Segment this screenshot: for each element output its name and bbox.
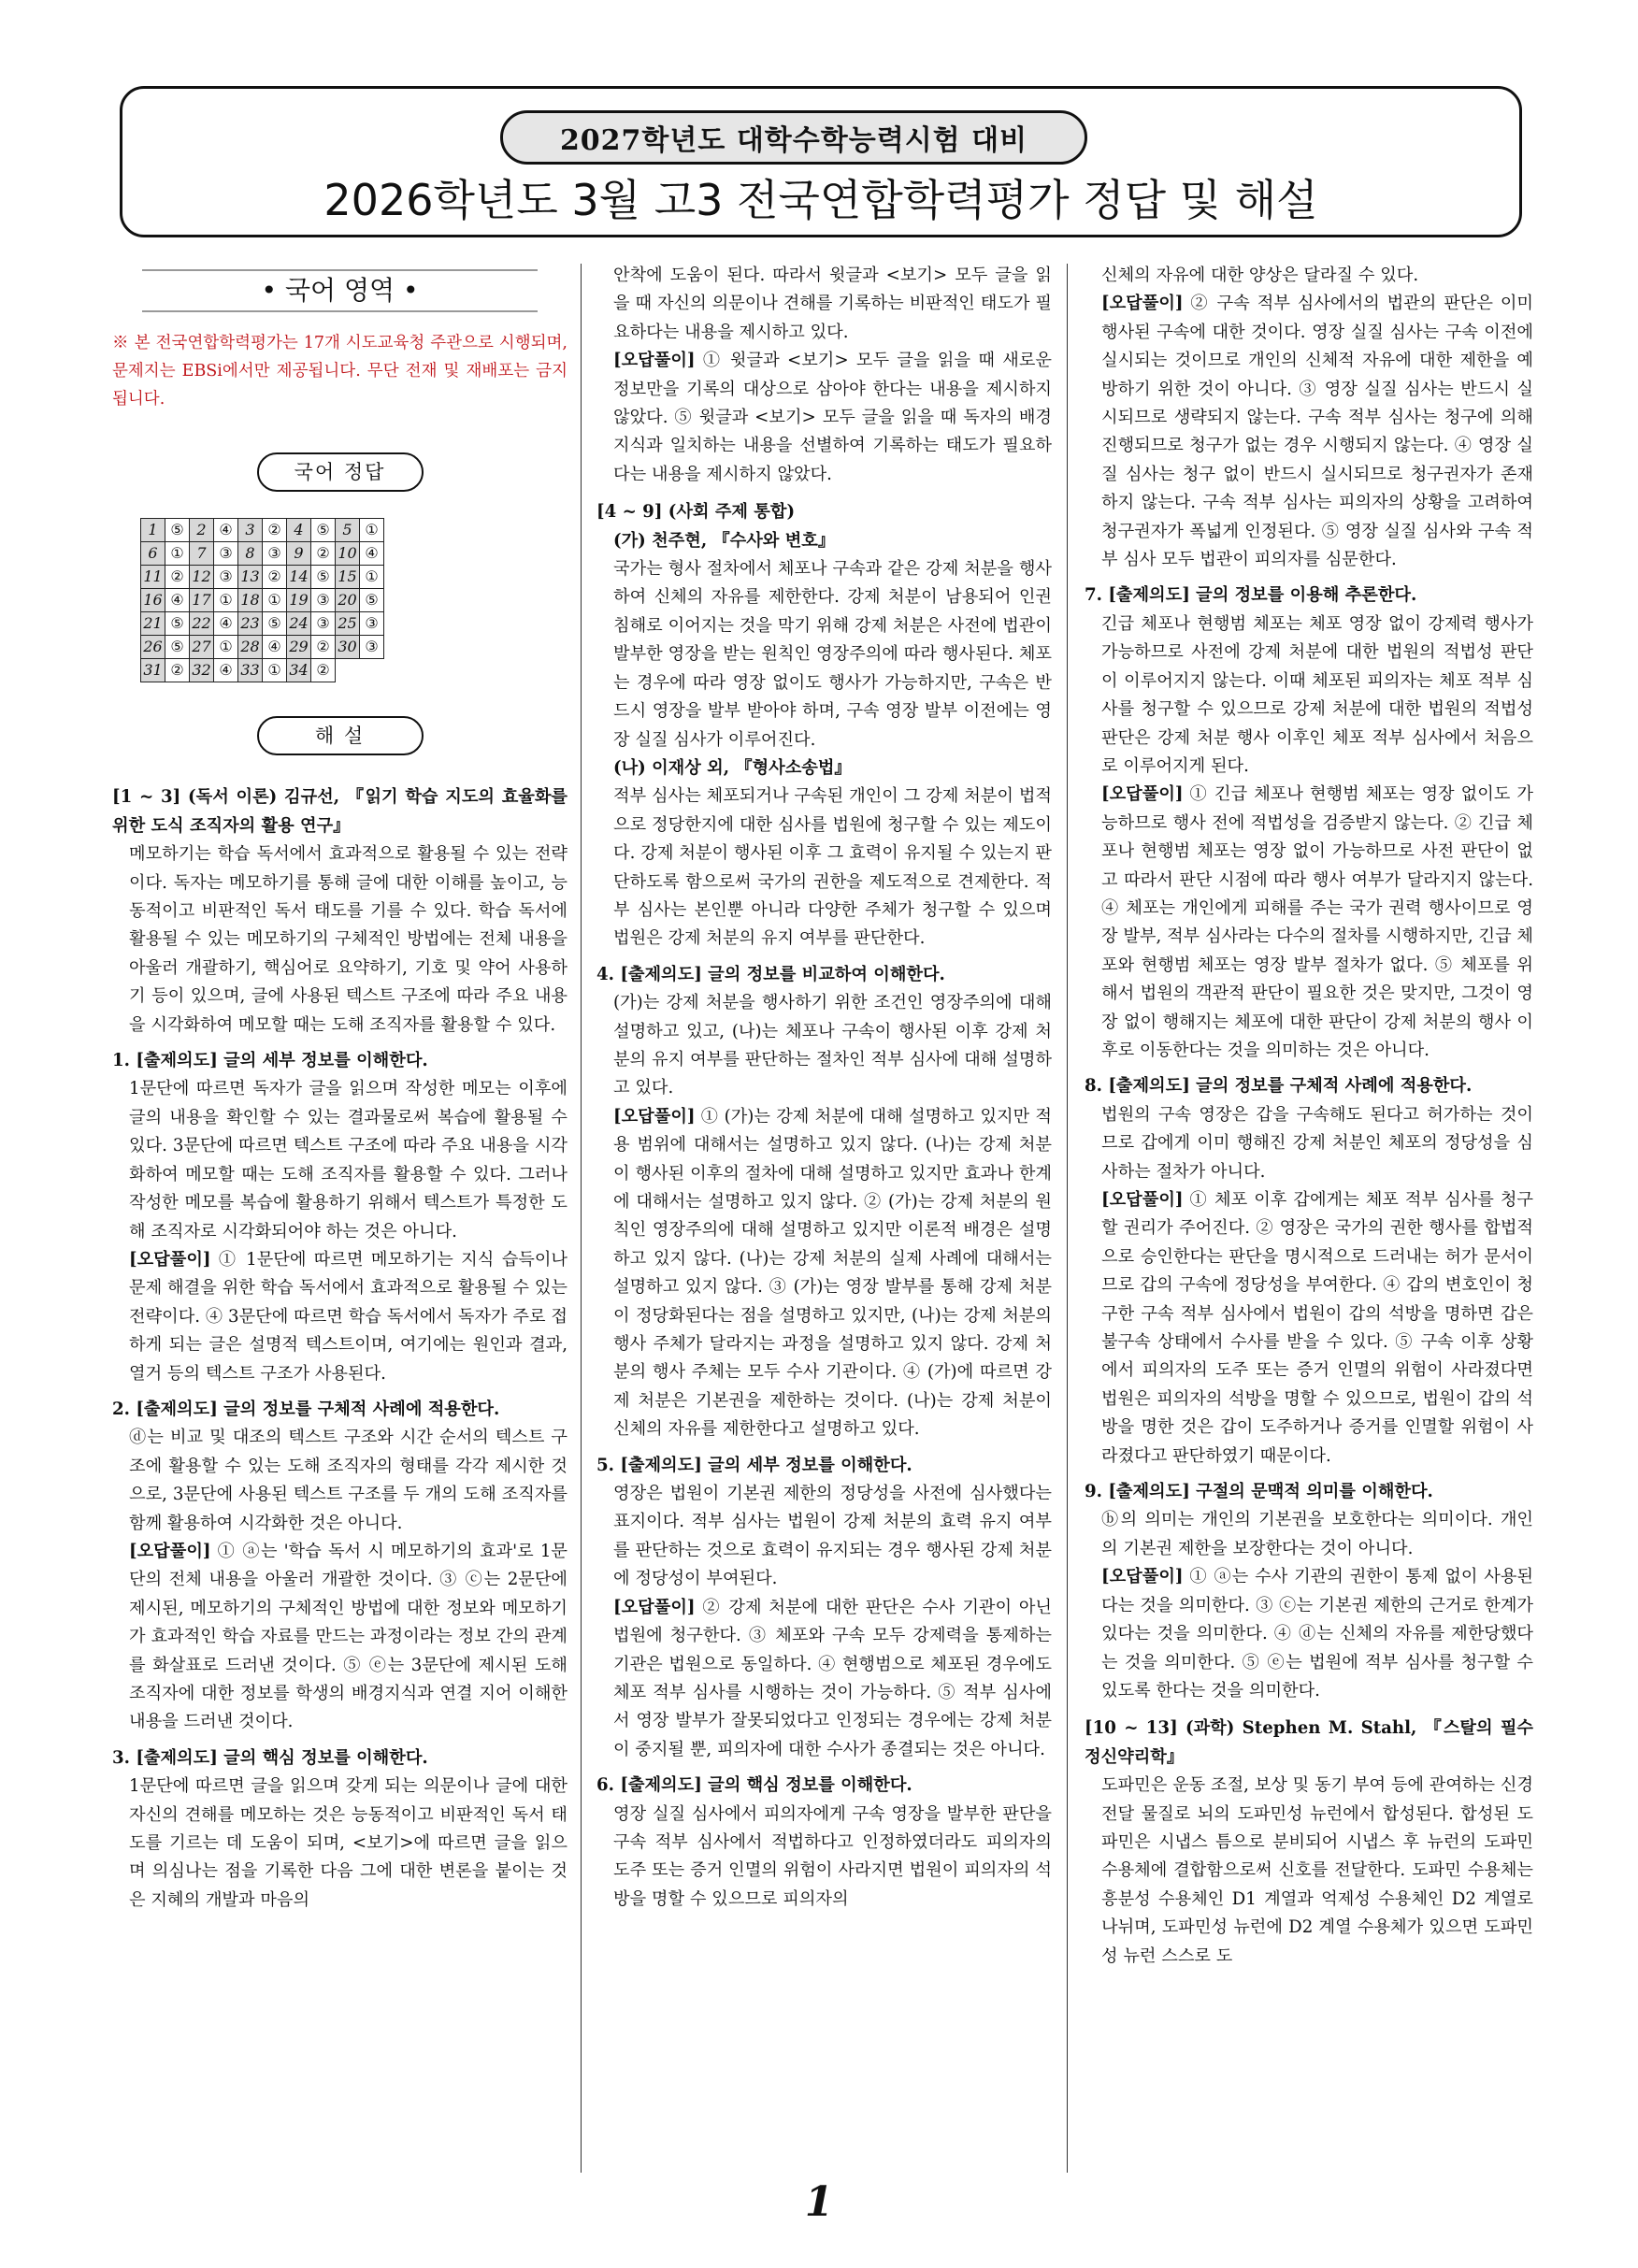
answer-choice: ③	[263, 542, 287, 566]
answer-choice: ②	[165, 566, 190, 589]
passage-heading: [1 ~ 3] (독서 이론) 김규선, 『읽기 학습 지도의 효율화를 위한 도식 조직자의 활용 연구』	[112, 787, 568, 836]
question-3-heading: 3. [출제의도] 글의 핵심 정보를 이해한다.	[112, 1747, 428, 1768]
answer-number: 28	[238, 636, 263, 659]
wrong-answer-label: [오답풀이]	[613, 1106, 696, 1127]
wrong-answer-text: ① 1문단에 따르면 메모하기는 지식 습득이나 문제 해결을 위한 학습 독서에서 효과적으로 활용될 수 있는 전략이다. ④ 3문단에 따르면 학습 독서에서 독자가 주로 접하게 되는 글은 설명적 텍스트이며, 여기에는 원인과 결과, 열거 등의 텍스트 구조가 사용된다.	[129, 1249, 568, 1384]
wrong-answer-label: [오답풀이]	[1101, 1567, 1184, 1587]
answer-choice: ⑤	[263, 612, 287, 636]
answer-number: 20	[336, 589, 360, 612]
answer-choice: ⑤	[165, 612, 190, 636]
question-5-body: 영장은 법원이 기본권 제한의 정당성을 사전에 심사했다는 표지이다. 적부 심사는 법원이 강제 처분의 효력 유지 여부를 판단하는 것으로 효력이 유지되는 경우 행사된 강제 처분에 정당성이 부여된다.	[613, 1484, 1052, 1589]
passage-summary: 도파민은 운동 조절, 보상 및 동기 부여 등에 관여하는 신경 전달 물질로 뇌의 도파민성 뉴런에서 합성된다. 합성된 도파민은 시냅스 틈으로 분비되어 시냅스 후 뉴런의 도파민 수용체에 결합함으로써 신호를 전달한다. 도파민 수용체는 흥분성 수용체인 D1 계열과 억제성 수용체인 D2 계열로 나뉘며, 도파민성 뉴런에 D2 계열 수용체가 있으면 도파민성 뉴런 스스로 도	[1101, 1775, 1533, 1966]
answer-number: 22	[190, 612, 214, 636]
copyright-notice: ※ 본 전국연합학력평가는 17개 시도교육청 주관으로 시행되며, 문제지는 EBSi에서만 제공됩니다. 무단 전재 및 재배포는 금지됩니다.	[112, 334, 568, 409]
question-1-wrong	[112, 1246, 568, 1388]
passage-summary-a: 국가는 형사 절차에서 체포나 구속과 같은 강제 처분을 행사하여 신체의 자유를 제한한다. 강제 처분이 남용되어 인권 침해로 이어지는 것을 막기 위해 강제 처분은 사전에 법관이 발부한 영장을 받는 원칙인 영장주의에 따라 행사된다. 체포는 경우에 따라 영장 없이도 행사가 가능하지만, 구속은 반드시 영장을 발부 받아야 하며, 구속 영장 발부 이전에는 영장 실질 심사가 이루어진다.	[613, 559, 1052, 750]
answer-number: 9	[287, 542, 311, 566]
answer-number: 13	[238, 566, 263, 589]
answer-number: 31	[141, 659, 165, 682]
question-8-heading: 8. [출제의도] 글의 정보를 구체적 사례에 적용한다.	[1085, 1076, 1473, 1097]
passage-source-b: (나) 이재상 외, 『형사소송법』	[613, 757, 852, 778]
question-7-heading: 7. [출제의도] 글의 정보를 이용해 추론한다.	[1085, 585, 1417, 606]
question-6-body-cont: 신체의 자유에 대한 양상은 달라질 수 있다.	[1101, 266, 1419, 285]
answer-choice: ⑤	[311, 519, 336, 542]
column-1	[112, 262, 568, 1915]
answer-number: 21	[141, 612, 165, 636]
answer-number: 7	[190, 542, 214, 566]
answer-row	[141, 589, 384, 612]
column-2	[596, 262, 1052, 1914]
answer-choice: ④	[214, 659, 238, 682]
question-2-body: ⓓ는 비교 및 대조의 텍스트 구조와 시간 순서의 텍스트 구조에 활용할 수 있는 도해 조직자의 형태를 각각 제시한 것으로, 3문단에 사용된 텍스트 구조를 두 개의 도해 조직자를 함께 활용하여 시각화한 것은 아니다.	[129, 1428, 568, 1533]
answer-choice: ④	[214, 612, 238, 636]
answer-number: 26	[141, 636, 165, 659]
wrong-answer-text: ② 구속 적부 심사에서의 법관의 판단은 이미 행사된 구속에 대한 것이다. 영장 실질 심사는 구속 이전에 실시되는 것이므로 개인의 신체적 자유에 대한 제한을 예방하기 위한 것이 아니다. ③ 영장 실질 심사는 반드시 실시되므로 생략되지 않는다. 구속 적부 심사는 청구에 의해 진행되므로 청구가 없는 경우 시행되지 않는다. ④ 영장 실질 심사는 청구 없이 반드시 실시되므로 청구권자가 존재하지 않는다. 구속 적부 심사는 피의자의 상황을 고려하여 청구권자가 폭넓게 인정된다. ⑤ 영장 실질 심사와 구속 적부 심사 모두 법관이 피의자를 심문한다.	[1101, 294, 1533, 570]
document-title: 2026학년도 3월 고3 전국연합학력평가 정답 및 해설	[323, 175, 1318, 225]
answer-number: 8	[238, 542, 263, 566]
question-7-wrong	[1085, 781, 1533, 1065]
answer-choice: ②	[311, 659, 336, 682]
answer-choice: ②	[263, 566, 287, 589]
question-6-body: 영장 실질 심사에서 피의자에게 구속 영장을 발부한 판단을 구속 적부 심사에서 적법하다고 인정하였더라도 피의자의 도주 또는 증거 인멸의 위험이 사라지면 법원이 피의자의 석방을 명할 수 있으므로 피의자의	[613, 1803, 1052, 1909]
question-6-heading: 6. [출제의도] 글의 핵심 정보를 이해한다.	[596, 1775, 912, 1796]
answer-number: 29	[287, 636, 311, 659]
passage-heading: [4 ~ 9] (사회 주제 통합)	[596, 502, 796, 523]
answer-number: 16	[141, 589, 165, 612]
question-5-wrong	[596, 1594, 1052, 1764]
exam-subtitle: 2027학년도 대학수학능력시험 대비	[500, 110, 1087, 165]
answer-choice: ①	[214, 589, 238, 612]
answer-number: 33	[238, 659, 263, 682]
passage-heading: [10 ~ 13] (과학) Stephen M. Stahl, 『스탈의 필수 정신약리학』	[1085, 1718, 1533, 1767]
answer-number: 10	[336, 542, 360, 566]
answer-choice: ④	[360, 542, 384, 566]
answer-choice: ①	[214, 636, 238, 659]
answer-number: 2	[190, 519, 214, 542]
answer-number: 18	[238, 589, 263, 612]
question-9-heading: 9. [출제의도] 구절의 문맥적 의미를 이해한다.	[1085, 1482, 1433, 1502]
answer-row	[141, 542, 384, 566]
answer-number: 4	[287, 519, 311, 542]
wrong-answer-text: ① 체포 이후 갑에게는 체포 적부 심사를 청구할 권리가 주어진다. ② 영장은 국가의 권한 행사를 합법적으로 승인한다는 판단을 명시적으로 드러내는 허가 문서이므로 갑의 구속에 정당성을 부여한다. ④ 갑의 변호인이 청구한 구속 적부 심사에서 법원이 갑의 석방을 명하면 갑은 불구속 상태에서 수사를 받을 수 있다. ⑤ 구속 이후 상황에서 피의자의 도주 또는 증거 인멸의 위험이 사라졌다면 법원은 피의자의 석방을 명할 수 있으므로, 법원이 갑의 석방을 명한 것은 갑이 도주하거나 증거를 인멸할 위험이 사라졌다고 판단하였기 때문이다.	[1101, 1190, 1533, 1466]
wrong-answer-label: [오답풀이]	[613, 1597, 696, 1617]
wrong-answer-text: ① 긴급 체포나 현행범 체포는 영장 없이도 가능하므로 행사 전에 적법성을 검증받지 않는다. ② 긴급 체포나 현행범 체포는 영장 없이 가능하므로 사전 판단이 없고 따라서 판단 시점에 따라 행사 여부가 달라지지 않는다. ④ 체포는 개인에게 피해를 주는 국가 권력 행사이므로 영장 발부, 적부 심사라는 다수의 절차를 시행하지만, 긴급 체포와 현행범 체포는 영장 발부 절차가 없다. ⑤ 체포를 위해서 법원의 객관적 판단이 필요한 것은 맞지만, 그것이 영장 없이 행해지는 체포에 대한 판단이 강제 처분의 행사 이후로 이동한다는 것을 의미하는 것은 아니다.	[1101, 784, 1533, 1060]
passage-summary: 메모하기는 학습 독서에서 효과적으로 활용될 수 있는 전략이다. 독자는 메모하기를 통해 글에 대한 이해를 높이고, 능동적이고 비판적인 독서 태도를 기를 수 있다. 학습 독서에 활용될 수 있는 메모하기의 구체적인 방법에는 전체 내용을 아울러 개괄하기, 핵심어로 요약하기, 기호 및 약어 사용하기 등이 있으며, 글에 사용된 텍스트 구조에 따라 주요 내용을 시각화하여 메모할 때는 도해 조직자를 활용할 수 있다.	[129, 844, 568, 1035]
answer-number: 34	[287, 659, 311, 682]
answer-table	[140, 518, 384, 682]
question-2-wrong	[112, 1538, 568, 1737]
question-3-body-cont: 안착에 도움이 된다. 따라서 윗글과 <보기> 모두 글을 읽을 때 자신의 의문이나 견해를 기록하는 비판적인 태도가 필요하다는 내용을 제시하고 있다.	[613, 266, 1052, 342]
answer-choice: ②	[311, 636, 336, 659]
passage-source-a: (가) 천주현, 『수사와 변호』	[613, 530, 836, 551]
question-9-body: ⓑ의 의미는 개인의 기본권을 보호한다는 의미이다. 개인의 기본권 제한을 보장한다는 것이 아니다.	[1101, 1510, 1533, 1558]
wrong-answer-text: ② 강제 처분에 대한 판단은 수사 기관이 아닌 법원에 청구한다. ③ 체포와 구속 모두 강제력을 통제하는 기관은 법원으로 동일하다. ④ 현행범으로 체포된 경우에도 체포 적부 심사를 시행하는 것이 가능하다. ⑤ 적부 심사에서 영장 발부가 잘못되었다고 인정되는 경우에는 강제 처분이 중지될 뿐, 피의자에 대한 수사가 종결되는 것은 아니다.	[613, 1597, 1052, 1759]
answer-number: 19	[287, 589, 311, 612]
wrong-answer-label: [오답풀이]	[129, 1249, 211, 1270]
question-3-body: 1문단에 따르면 글을 읽으며 갖게 되는 의문이나 글에 대한 자신의 견해를 메모하는 것은 능동적이고 비판적인 독서 태도를 기르는 데 도움이 되며, <보기>에 따르면 글을 읽으며 의심나는 점을 기록한 다음 그에 대한 변론을 붙이는 것은 지혜의 개발과 마음의	[129, 1776, 568, 1910]
question-4-body: (가)는 강제 처분을 행사하기 위한 조건인 영장주의에 대해 설명하고 있고, (나)는 체포나 구속이 행사된 이후 강제 처분의 유지 여부를 판단하는 절차인 적부 심사에 대해 설명하고 있다.	[613, 993, 1052, 1098]
wrong-answer-text: ① ⓐ는 '학습 독서 시 메모하기의 효과'로 1문단의 전체 내용을 아울러 개괄한 것이다. ③ ⓒ는 2문단에 제시된, 메모하기의 구체적인 방법에 대한 정보와 메모하기가 효과적인 학습 자료를 만드는 과정이라는 정보 간의 관계를 화살표로 드러낸 것이다. ⑤ ⓔ는 3문단에 제시된 도해 조직자에 대한 정보를 학생의 배경지식과 연결 지어 이해한 내용을 드러낸 것이다.	[129, 1541, 568, 1732]
page-number: 1	[804, 2178, 834, 2226]
question-1-body: 1문단에 따르면 독자가 글을 읽으며 작성한 메모는 이후에 글의 내용을 확인할 수 있는 결과물로써 복습에 활용될 수 있다. 3문단에 따르면 텍스트 구조에 따라 주요 내용을 시각화하여 메모할 때는 도해 조직자를 활용할 수 있다. 그러나 작성한 메모를 복습에 활용하기 위해서 텍스트가 특정한 도해 조직자로 시각화되어야 하는 것은 아니다.	[129, 1079, 568, 1242]
answer-choice: ⑤	[311, 566, 336, 589]
answer-choice: ①	[263, 589, 287, 612]
answer-choice: ③	[311, 589, 336, 612]
answer-number: 11	[141, 566, 165, 589]
question-6-wrong	[1085, 290, 1533, 574]
column-3	[1085, 262, 1533, 1971]
question-2-heading: 2. [출제의도] 글의 정보를 구체적 사례에 적용한다.	[112, 1399, 500, 1419]
answer-number: 27	[190, 636, 214, 659]
answer-choice: ③	[214, 542, 238, 566]
wrong-answer-label: [오답풀이]	[1101, 784, 1184, 805]
answer-choice: ⑤	[165, 636, 190, 659]
answer-number: 6	[141, 542, 165, 566]
answer-heading: 국어 정답	[257, 452, 424, 492]
answer-row	[141, 636, 384, 659]
explanation-heading: 해 설	[257, 716, 424, 755]
section-title: • 국어 영역 •	[261, 275, 419, 306]
answer-row	[141, 612, 384, 636]
answer-choice: ⑤	[165, 519, 190, 542]
answer-choice: ①	[360, 519, 384, 542]
answer-choice: ③	[214, 566, 238, 589]
wrong-answer-label: [오답풀이]	[1101, 1190, 1184, 1210]
answer-number: 23	[238, 612, 263, 636]
answer-choice: ③	[311, 612, 336, 636]
answer-choice: ②	[263, 519, 287, 542]
answer-row	[141, 519, 384, 542]
answer-number: 12	[190, 566, 214, 589]
answer-choice: ③	[360, 612, 384, 636]
answer-choice: ②	[311, 542, 336, 566]
answer-number: 32	[190, 659, 214, 682]
answer-row	[141, 566, 384, 589]
section-title-box	[142, 269, 538, 312]
column-divider-1	[581, 264, 582, 2173]
question-4-heading: 4. [출제의도] 글의 정보를 비교하여 이해한다.	[596, 964, 945, 984]
answer-number: 14	[287, 566, 311, 589]
answer-choice: ①	[263, 659, 287, 682]
answer-choice: ①	[360, 566, 384, 589]
answer-choice: ③	[360, 636, 384, 659]
question-9-wrong	[1085, 1563, 1533, 1705]
answer-choice: ④	[263, 636, 287, 659]
answer-choice: ①	[165, 542, 190, 566]
passage-summary-b: 적부 심사는 체포되거나 구속된 개인이 그 강제 처분이 법적으로 정당한지에 대한 심사를 법원에 청구할 수 있는 제도이다. 강제 처분이 행사된 이후 그 효력이 유지될 수 있는지 판단하도록 함으로써 국가의 권한을 제도적으로 견제한다. 적부 심사는 본인뿐 아니라 다양한 주체가 청구할 수 있으며 법원은 강제 처분의 유지 여부를 판단한다.	[613, 786, 1052, 949]
answer-choice: ②	[165, 659, 190, 682]
answer-number: 30	[336, 636, 360, 659]
wrong-answer-text: ① 윗글과 <보기> 모두 글을 읽을 때 새로운 정보만을 기록의 대상으로 삼아야 한다는 내용을 제시하지 않았다. ⑤ 윗글과 <보기> 모두 글을 읽을 때 독자의 배경지식과 일치하는 내용을 선별하여 기록하는 태도가 필요하다는 내용을 제시하지 않았다.	[613, 351, 1052, 484]
question-4-wrong	[596, 1103, 1052, 1444]
wrong-answer-label: [오답풀이]	[613, 351, 696, 371]
question-3-wrong	[596, 347, 1052, 489]
question-8-body: 법원의 구속 영장은 갑을 구속해도 된다고 허가하는 것이므로 갑에게 이미 행해진 강제 처분인 체포의 정당성을 심사하는 절차가 아니다.	[1101, 1104, 1533, 1182]
answer-number: 5	[336, 519, 360, 542]
wrong-answer-label: [오답풀이]	[129, 1541, 211, 1561]
column-divider-2	[1067, 264, 1068, 2173]
wrong-answer-text: ① ⓐ는 수사 기관의 권한이 통제 없이 사용된다는 것을 의미한다. ③ ⓒ는 기본권 제한의 근거로 한계가 있다는 것을 의미한다. ④ ⓓ는 신체의 자유를 제한당했다는 것을 의미한다. ⑤ ⓔ는 법원에 적부 심사를 청구할 수 있도록 한다는 것을 의미한다.	[1101, 1567, 1533, 1701]
answer-number: 25	[336, 612, 360, 636]
answer-choice: ④	[214, 519, 238, 542]
question-5-heading: 5. [출제의도] 글의 세부 정보를 이해한다.	[596, 1455, 912, 1475]
question-8-wrong	[1085, 1186, 1533, 1471]
answer-number: 17	[190, 589, 214, 612]
question-1-heading: 1. [출제의도] 글의 세부 정보를 이해한다.	[112, 1051, 428, 1071]
answer-choice: ④	[165, 589, 190, 612]
answer-number: 3	[238, 519, 263, 542]
wrong-answer-label: [오답풀이]	[1101, 294, 1184, 314]
answer-choice: ⑤	[360, 589, 384, 612]
answer-number: 1	[141, 519, 165, 542]
answer-number: 24	[287, 612, 311, 636]
answer-row	[141, 659, 384, 682]
answer-number: 15	[336, 566, 360, 589]
wrong-answer-text: ① (가)는 강제 처분에 대해 설명하고 있지만 적용 범위에 대해서는 설명하고 있지 않다. (나)는 강제 처분이 행사된 이후의 절차에 대해 설명하고 있지만 효과나 한계에 대해서는 설명하고 있지 않다. ② (가)는 강제 처분의 원칙인 영장주의에 대해 설명하고 있지만 이론적 배경은 설명하고 있지 않다. (나)는 강제 처분의 실제 사례에 대해서는 설명하고 있지 않다. ③ (가)는 영장 발부를 통해 강제 처분이 정당화된다는 점을 설명하고 있지만, (나)는 강제 처분의 행사 주체가 달라지는 과정을 설명하고 있지 않다. 강제 처분의 행사 주체는 모두 수사 기관이다. ④ (가)에 따르면 강제 처분은 기본권을 제한하는 것이다. (나)는 강제 처분이 신체의 자유를 제한한다고 설명하고 있다.	[613, 1106, 1052, 1440]
question-7-body: 긴급 체포나 현행범 체포는 체포 영장 없이 강제력 행사가 가능하므로 사전에 강제 처분에 대한 법원의 적법성 판단이 이루어지지 않는다. 이때 체포된 피의자는 체포 적부 심사를 청구할 수 있으므로 강제 처분에 대한 법원의 적법성 판단은 강제 처분 행사 이후인 체포 적부 심사에서 처음으로 이루어지게 된다.	[1101, 613, 1533, 776]
